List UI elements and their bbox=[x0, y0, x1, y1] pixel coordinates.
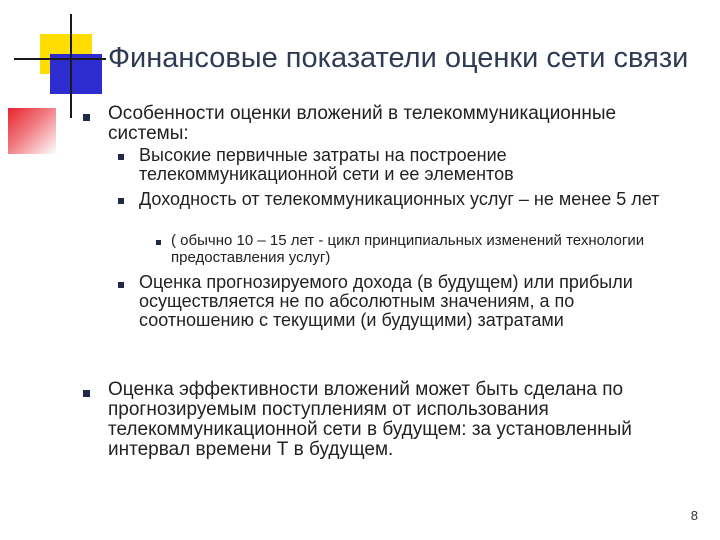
decor-vertical-line bbox=[70, 14, 72, 118]
square-bullet-icon bbox=[118, 282, 124, 288]
decor-red-gradient-square bbox=[8, 108, 56, 154]
square-bullet-icon bbox=[156, 240, 161, 245]
bullet-text: Оценка эффективности вложений может быть сделана по прогнозируемым поступлениям от использования телекоммуникационной сети в будущем: за установленный интервал времени Т в будущем. bbox=[108, 379, 632, 460]
page-number: 8 bbox=[690, 508, 698, 523]
sub-bullet-text: Оценка прогнозируемого дохода (в будущем) или прибыли осуществляется не по абсолютным значениям, а по соотношению с текущими (и будущими) затратами bbox=[139, 272, 633, 330]
slide-title: Финансовые показатели оценки сети связи bbox=[108, 42, 689, 74]
decor-horizontal-line bbox=[14, 58, 106, 60]
sub-bullet-text: Доходность от телекоммуникационных услуг – не менее 5 лет bbox=[139, 189, 660, 209]
decor-blue-square bbox=[50, 54, 102, 94]
sub-bullet-text: Высокие первичные затраты на построение телекоммуникационной сети и ее элементов bbox=[139, 145, 514, 184]
bullet-text: Особенности оценки вложений в телекоммуникационные системы: bbox=[108, 103, 617, 144]
square-bullet-icon bbox=[118, 154, 124, 160]
square-bullet-icon bbox=[83, 390, 90, 397]
square-bullet-icon bbox=[118, 198, 124, 204]
sub-sub-bullet-text: ( обычно 10 – 15 лет - цикл принципиальных изменений технологии предоставления услуг) bbox=[171, 232, 645, 266]
square-bullet-icon bbox=[83, 114, 90, 121]
